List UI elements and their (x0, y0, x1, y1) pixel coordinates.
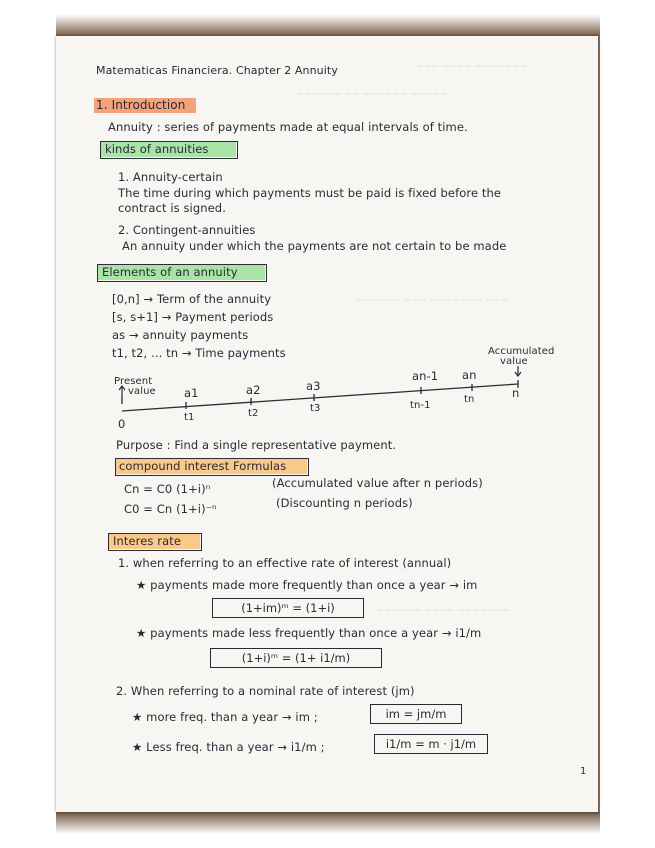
element-item: [s, s+1] → Payment periods (112, 310, 274, 324)
payment-label: an-1 (412, 369, 439, 383)
interest-heading: Interes rate (113, 534, 182, 548)
background-right (600, 0, 655, 848)
annuity-certain-title: 1. Annuity-certain (118, 170, 223, 184)
more-frequent-text: ★ payments made more frequently than once a year → im (136, 578, 478, 592)
present-value-label: value (128, 386, 156, 397)
formula-box: (1+im)ᵐ = (1+i) (212, 598, 364, 618)
element-item: [0,n] → Term of the annuity (112, 292, 272, 306)
time-label: 0 (118, 417, 126, 431)
payment-label: a1 (184, 386, 199, 400)
formula-accumulated: Cn = C0 (1+i)ⁿ (124, 482, 211, 496)
notebook-page (56, 36, 598, 812)
formula-discount: C0 = Cn (1+i)⁻ⁿ (124, 502, 217, 516)
time-label: t3 (310, 403, 321, 414)
kinds-heading: kinds of annuities (105, 142, 209, 156)
formula-box: im = jm/m (370, 704, 462, 724)
elements-heading: Elements of an annuity (102, 265, 238, 279)
formula-accumulated-note: (Accumulated value after n periods) (272, 476, 483, 490)
page-number: 1 (580, 766, 587, 777)
nominal-less-text: ★ Less freq. than a year → i1/m ; (132, 740, 325, 754)
present-label: Present (114, 376, 153, 387)
less-frequent-text: ★ payments made less frequently than once a year → i1/m (136, 626, 482, 640)
section-heading-introduction: 1. Introduction (96, 98, 186, 112)
effective-rate-text: 1. when referring to an effective rate of interest (annual) (118, 556, 452, 570)
time-label: t1 (184, 412, 195, 423)
time-label: t2 (248, 408, 259, 419)
accumulated-value-label: value (500, 356, 528, 367)
accumulated-label: Accumulated (488, 346, 555, 357)
time-label: tn (464, 394, 475, 405)
payment-label: a2 (246, 383, 261, 397)
element-item: as → annuity payments (112, 328, 249, 342)
element-item: t1, t2, ... tn → Time payments (112, 346, 286, 360)
time-label: tn-1 (410, 400, 431, 411)
contingent-title: 2. Contingent-annuities (118, 223, 256, 237)
formula-box: i1/m = m · j1/m (374, 734, 488, 754)
page-title: Matematicas Financiera. Chapter 2 Annuity (96, 64, 338, 77)
nominal-rate-text: 2. When referring to a nominal rate of interest (jm) (116, 684, 415, 698)
bleed-through-text: ~~~ ~~~~ ~~~~~~~ (416, 62, 528, 72)
formula-discount-note: (Discounting n periods) (276, 496, 413, 510)
annuity-certain-text: The time during which payments must be paid is fixed before the (118, 186, 502, 200)
annuity-certain-text: contract is signed. (118, 201, 226, 215)
payment-label: a3 (306, 379, 321, 393)
payment-label: an (462, 368, 477, 382)
background-top (0, 0, 655, 36)
formula-box: (1+i)ᵐ = (1+ i1/m) (210, 648, 382, 668)
background-left (0, 0, 56, 848)
purpose-text: Purpose : Find a single representative payment. (116, 438, 397, 452)
contingent-text: An annuity under which the payments are not certain to be made (122, 239, 507, 253)
bleed-through-text: ~~~~~~ ~~~ ~~~~~~~ ~~~ (356, 296, 508, 306)
compound-heading: compound interest Formulas (119, 459, 287, 473)
annuity-definition: Annuity : series of payments made at equal intervals of time. (108, 120, 468, 134)
bleed-through-text: ~~~~~~ ~~~~ ~~~~~~~ (376, 606, 510, 616)
background-bottom (0, 812, 655, 848)
bleed-through-text: ~~~~~~ ~~ ~~~~~~ ~~~~~ (296, 90, 448, 100)
time-label: n (512, 386, 520, 400)
nominal-more-text: ★ more freq. than a year → im ; (132, 710, 318, 724)
